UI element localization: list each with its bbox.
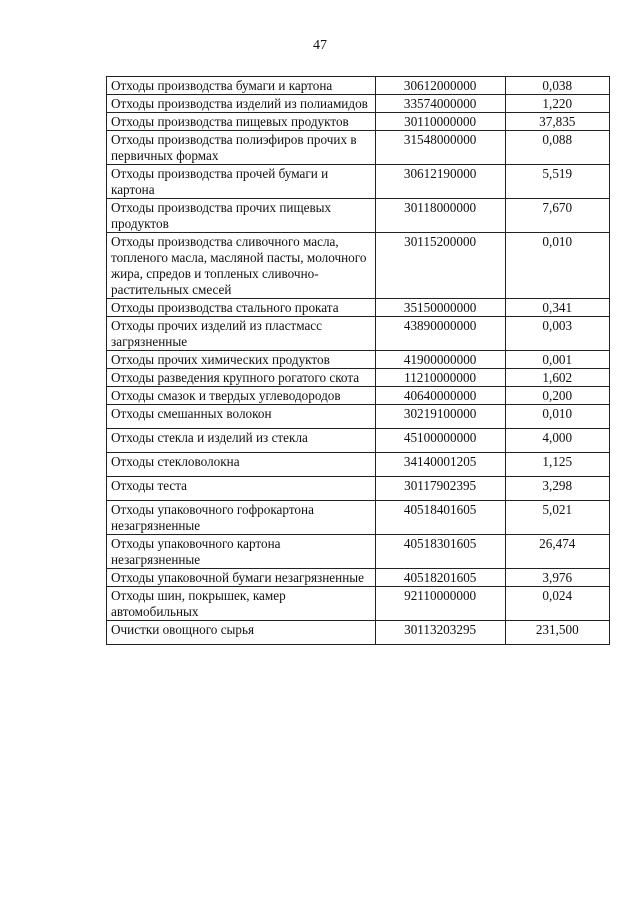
table-row [107, 77, 610, 95]
table-row [107, 369, 610, 387]
waste-mass-cell: 5,519 [505, 165, 609, 199]
waste-code-cell: 43890000000 [375, 317, 505, 351]
waste-mass-cell: 231,500 [505, 621, 609, 645]
table-row [107, 569, 610, 587]
waste-name-cell: Отходы производства прочей бумаги и картона [107, 165, 376, 199]
waste-mass-cell: 0,001 [505, 351, 609, 369]
waste-code-cell: 30118000000 [375, 199, 505, 233]
waste-mass-cell: 0,003 [505, 317, 609, 351]
waste-code-cell: 11210000000 [375, 369, 505, 387]
waste-name-cell: Отходы упаковочного гофрокартона незагрязненные [107, 501, 376, 535]
waste-name-cell: Отходы производства пищевых продуктов [107, 113, 376, 131]
waste-name-cell: Отходы смазок и твердых углеводородов [107, 387, 376, 405]
waste-code-cell: 30612190000 [375, 165, 505, 199]
waste-code-cell: 40518301605 [375, 535, 505, 569]
waste-name-cell: Отходы шин, покрышек, камер автомобильных [107, 587, 376, 621]
waste-mass-cell: 0,010 [505, 233, 609, 299]
waste-name-cell: Отходы производства стального проката [107, 299, 376, 317]
waste-code-cell: 30115200000 [375, 233, 505, 299]
waste-mass-cell: 0,024 [505, 587, 609, 621]
table-row [107, 113, 610, 131]
table-row [107, 535, 610, 569]
waste-code-cell: 92110000000 [375, 587, 505, 621]
waste-name-cell: Отходы производства бумаги и картона [107, 77, 376, 95]
waste-name-cell: Отходы стекла и изделий из стекла [107, 429, 376, 453]
waste-code-cell: 40518201605 [375, 569, 505, 587]
waste-code-cell: 33574000000 [375, 95, 505, 113]
waste-name-cell: Отходы прочих изделий из пластмасс загрязненные [107, 317, 376, 351]
waste-mass-cell: 0,341 [505, 299, 609, 317]
table-row [107, 587, 610, 621]
table-row [107, 387, 610, 405]
table-row [107, 299, 610, 317]
waste-code-cell: 40518401605 [375, 501, 505, 535]
waste-mass-cell: 5,021 [505, 501, 609, 535]
table-row [107, 233, 610, 299]
waste-mass-cell: 4,000 [505, 429, 609, 453]
waste-mass-cell: 26,474 [505, 535, 609, 569]
waste-name-cell: Очистки овощного сырья [107, 621, 376, 645]
waste-mass-cell: 1,220 [505, 95, 609, 113]
table-row [107, 317, 610, 351]
table-row [107, 199, 610, 233]
table-row [107, 351, 610, 369]
table-row [107, 501, 610, 535]
waste-code-cell: 30117902395 [375, 477, 505, 501]
waste-code-cell: 30612000000 [375, 77, 505, 95]
waste-code-cell: 45100000000 [375, 429, 505, 453]
waste-name-cell: Отходы производства изделий из полиамидов [107, 95, 376, 113]
table-row [107, 165, 610, 199]
waste-name-cell: Отходы разведения крупного рогатого скота [107, 369, 376, 387]
waste-code-cell: 30110000000 [375, 113, 505, 131]
waste-code-cell: 31548000000 [375, 131, 505, 165]
waste-name-cell: Отходы производства сливочного масла, топленого масла, масляной пасты, молочного жира, спредов и топленых сливочно-растительных смесей [107, 233, 376, 299]
waste-mass-cell: 0,010 [505, 405, 609, 429]
waste-code-cell: 35150000000 [375, 299, 505, 317]
table-row [107, 95, 610, 113]
waste-code-cell: 41900000000 [375, 351, 505, 369]
table-row [107, 131, 610, 165]
waste-mass-cell: 1,125 [505, 453, 609, 477]
table-row [107, 477, 610, 501]
waste-name-cell: Отходы производства прочих пищевых продуктов [107, 199, 376, 233]
table-row [107, 405, 610, 429]
table-row [107, 429, 610, 453]
waste-table [106, 76, 610, 645]
waste-name-cell: Отходы упаковочного картона незагрязненные [107, 535, 376, 569]
waste-name-cell: Отходы смешанных волокон [107, 405, 376, 429]
page-number: 47 [313, 38, 327, 53]
waste-mass-cell: 37,835 [505, 113, 609, 131]
waste-name-cell: Отходы производства полиэфиров прочих в первичных формах [107, 131, 376, 165]
waste-mass-cell: 7,670 [505, 199, 609, 233]
table-row [107, 621, 610, 645]
waste-mass-cell: 3,298 [505, 477, 609, 501]
waste-mass-cell: 0,200 [505, 387, 609, 405]
waste-name-cell: Отходы упаковочной бумаги незагрязненные [107, 569, 376, 587]
waste-mass-cell: 3,976 [505, 569, 609, 587]
waste-mass-cell: 1,602 [505, 369, 609, 387]
waste-code-cell: 34140001205 [375, 453, 505, 477]
waste-code-cell: 30219100000 [375, 405, 505, 429]
waste-code-cell: 40640000000 [375, 387, 505, 405]
table-row [107, 453, 610, 477]
waste-name-cell: Отходы теста [107, 477, 376, 501]
waste-mass-cell: 0,088 [505, 131, 609, 165]
waste-code-cell: 30113203295 [375, 621, 505, 645]
waste-mass-cell: 0,038 [505, 77, 609, 95]
waste-name-cell: Отходы стекловолокна [107, 453, 376, 477]
waste-name-cell: Отходы прочих химических продуктов [107, 351, 376, 369]
